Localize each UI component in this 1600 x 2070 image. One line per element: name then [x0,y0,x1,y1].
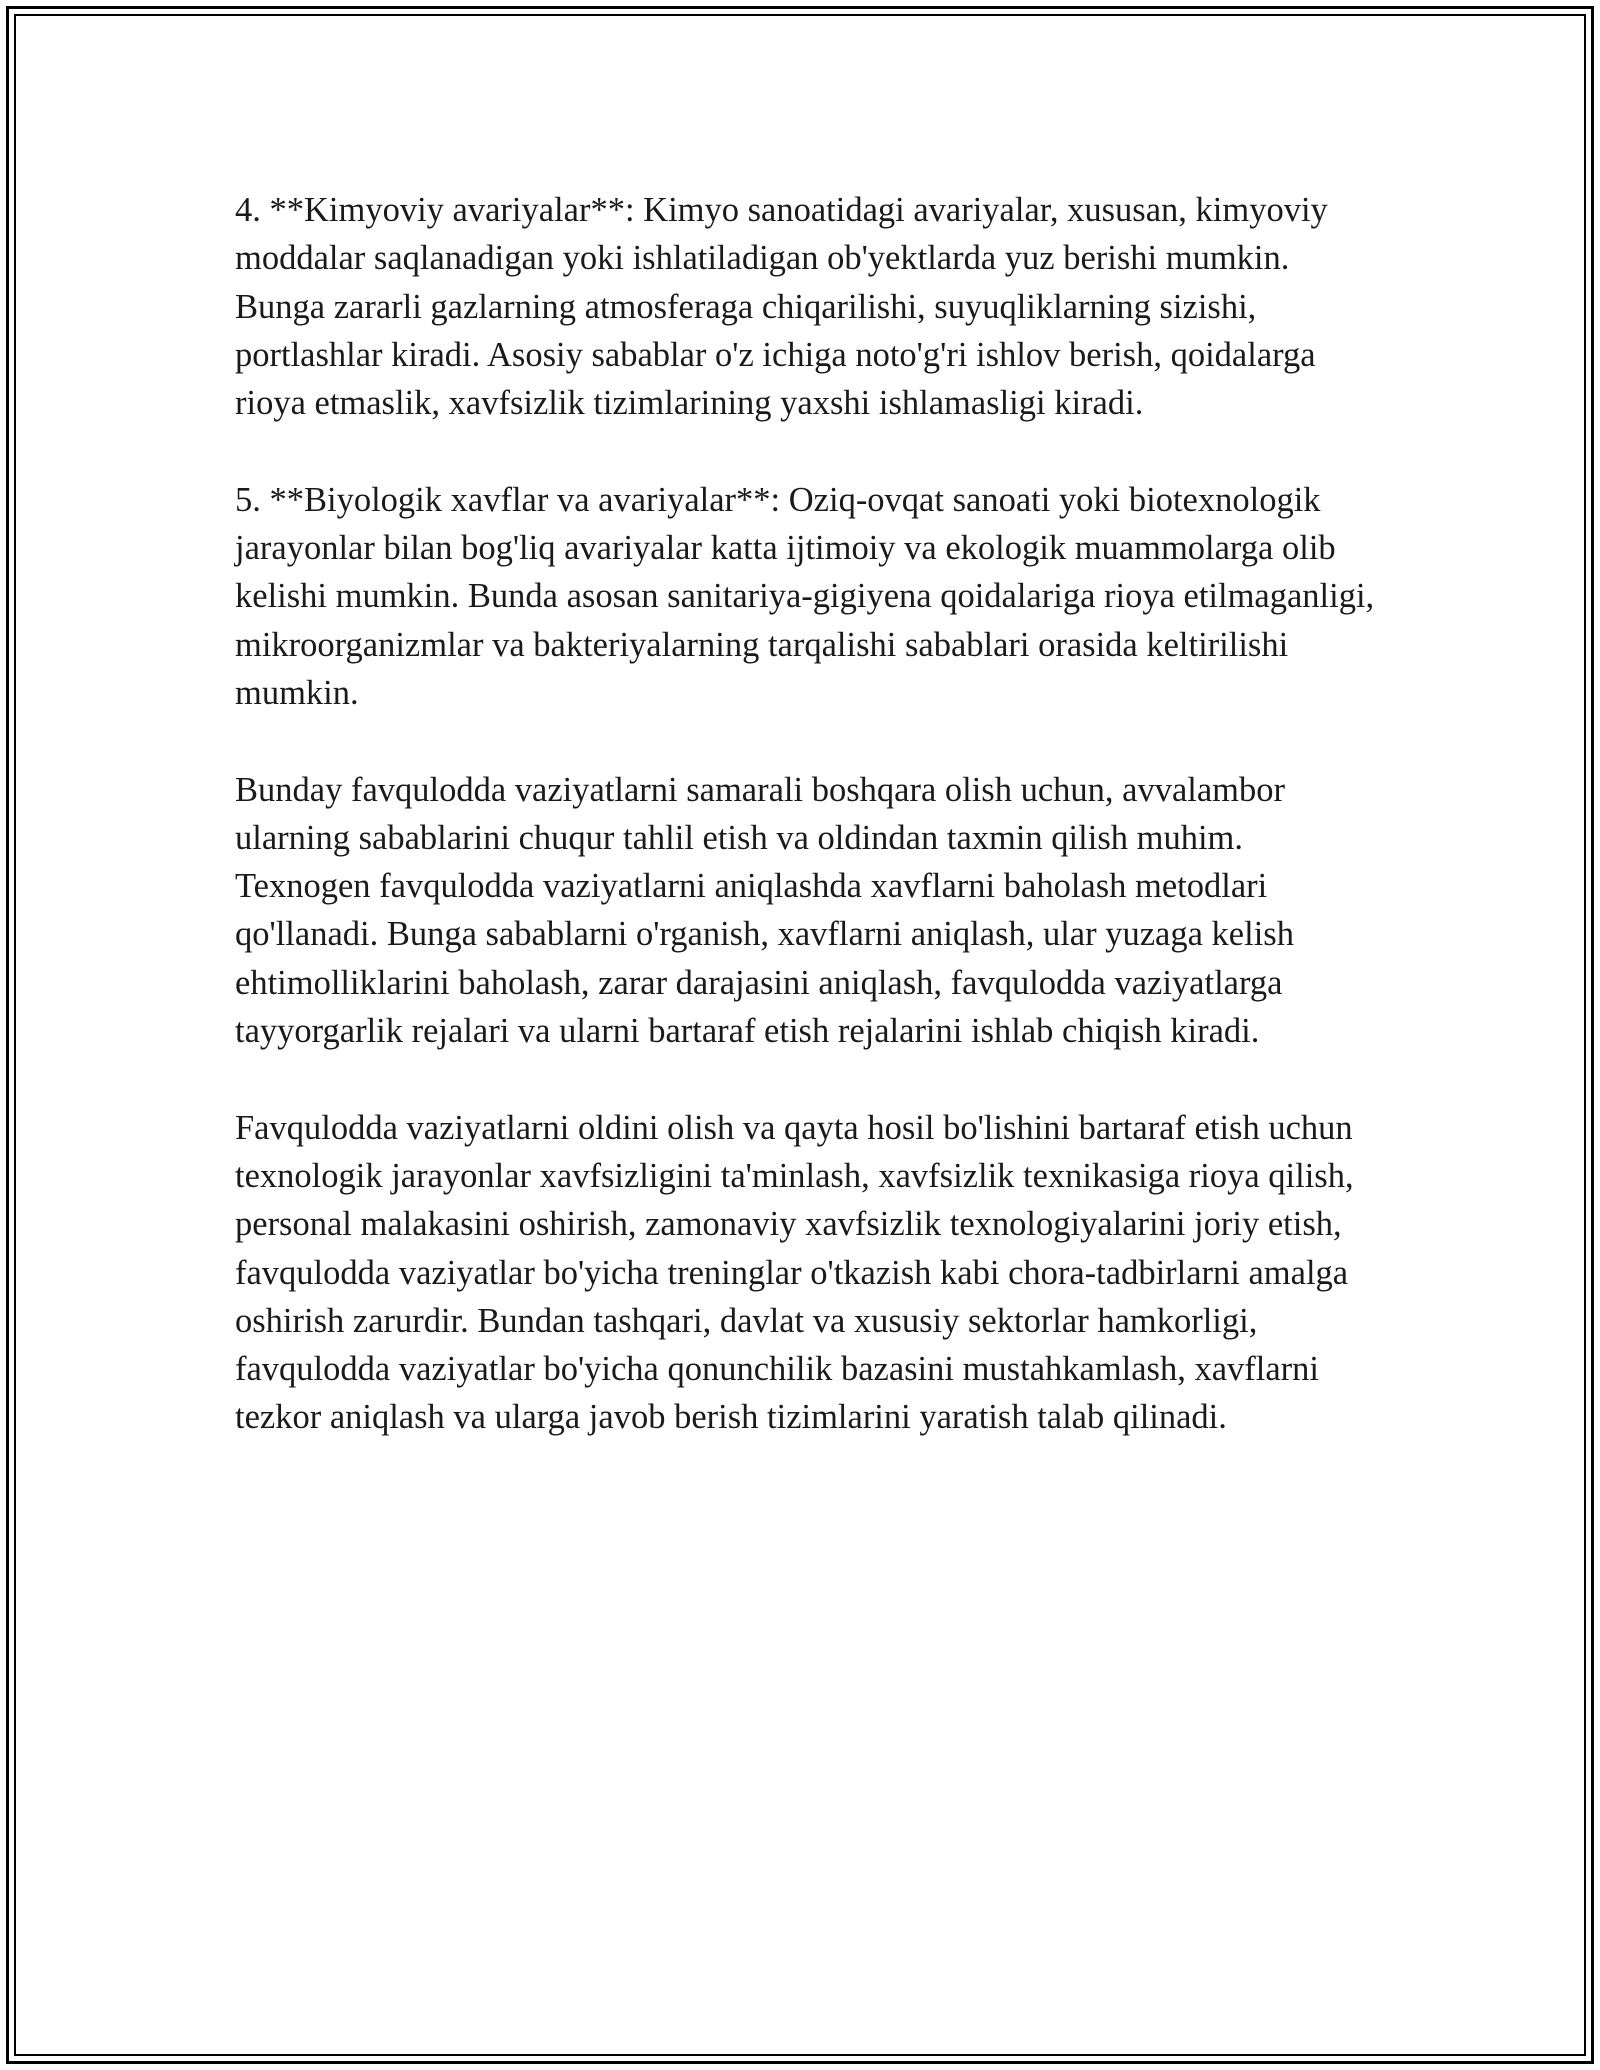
paragraph-chemical-accidents: 4. **Kimyoviy avariyalar**: Kimyo sanoatidagi avariyalar, xususan, kimyoviy moddalar saqlanadigan yoki ishlatiladigan ob'yektlarda yuz berishi mumkin. Bunga zararli gazlarning atmosferaga chiqarilishi, suyuqliklarning sizishi, portlashlar kiradi. Asosiy sabablar o'z ichiga noto'g'ri ishlov berish, qoidalarga rioya etmaslik, xavfsizlik tizimlarining yaxshi ishlamasligi kiradi. [235,191,1328,423]
document-body [235,186,1385,1490]
paragraph-emergency-management: Bunday favqulodda vaziyatlarni samarali boshqara olish uchun, avvalambor ularning sabablarini chuqur tahlil etish va oldindan taxmin qilish muhim. Texnogen favqulodda vaziyatlarni aniqlashda xavflarni baholash metodlari qo'llanadi. Bunga sabablarni o'rganish, xavflarni aniqlash, ular yuzaga kelish ehtimolliklarini baholash, zarar darajasini aniqlash, favqulodda vaziyatlarga tayyorgarlik rejalari va ularni bartaraf etish rejalarini ishlab chiqish kiradi. [235,770,1294,1051]
paragraph-prevention-measures: Favqulodda vaziyatlarni oldini olish va qayta hosil bo'lishini bartaraf etish uchun texnologik jarayonlar xavfsizligini ta'minlash, xavfsizlik texnikasiga rioya qilish, personal malakasini oshirish, zamonaviy xavfsizlik texnologiyalarini joriy etish, favqulodda vaziyatlar bo'yicha treninglar o'tkazish kabi chora-tadbirlarni amalga oshirish zarurdir. Bundan tashqari, davlat va xususiy sektorlar hamkorligi, favqulodda vaziyatlar bo'yicha qonunchilik bazasini mustahkamlash, xavflarni tezkor aniqlash va ularga javob berish tizimlarini yaratish talab qilinadi. [235,1108,1354,1437]
paragraph-biological-hazards: 5. **Biyologik xavflar va avariyalar**: Oziq-ovqat sanoati yoki biotexnologik jarayonlar bilan bog'liq avariyalar katta ijtimoiy va ekologik muammolarga olib kelishi mumkin. Bunda asosan sanitariya-gigiyena qoidalariga rioya etilmaganligi, mikroorganizmlar va bakteriyalarning tarqalishi sabablari orasida keltirilishi mumkin. [235,480,1375,712]
